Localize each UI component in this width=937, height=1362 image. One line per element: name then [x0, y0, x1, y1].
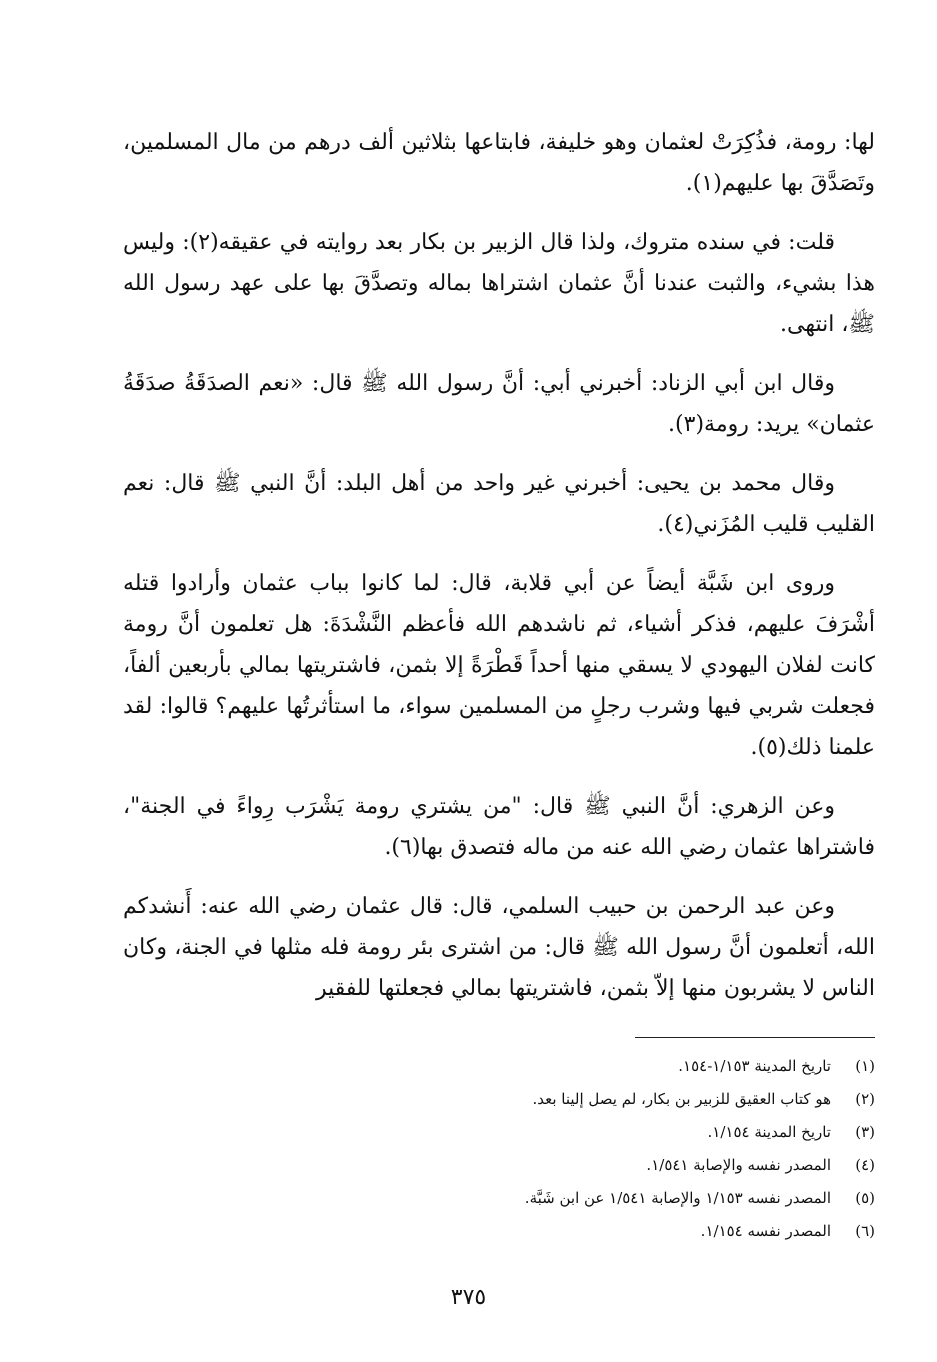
footnote-number: (٣) — [855, 1123, 875, 1141]
footnote-divider — [635, 1037, 875, 1038]
footnote-text: تاريخ المدينة ١/١٥٤. — [707, 1123, 831, 1141]
footnote-6 — [123, 1215, 875, 1248]
paragraph-7: وعن عبد الرحمن بن حبيب السلمي، قال: قال عثمان رضي الله عنه: أَنشدكم الله، أتعلمون أنَّ رسول الله ﷺ قال: من اشترى بئر رومة فله مثلها في الجنة، وكان الناس لا يشربون منها إلاّ بثمن، فاشتريتها بمالي فجعلتها للفقير — [123, 894, 875, 1001]
footnote-text: تاريخ المدينة ١/١٥٣-١٥٤. — [678, 1057, 831, 1075]
paragraph-1: لها: رومة، فذُكِرَتْ لعثمان وهو خليفة، فابتاعها بثلاثين ألف درهم من مال المسلمين، وتَصَدَّقَ بها عليهم(١). — [123, 130, 875, 196]
footnote-number: (٥) — [855, 1189, 875, 1207]
footnote-number: (٤) — [855, 1156, 875, 1174]
footnote-4 — [123, 1149, 875, 1182]
footnote-number: (٦) — [855, 1222, 875, 1240]
page-number: ٣٧٥ — [450, 1285, 487, 1310]
footnotes-list — [123, 1050, 875, 1248]
footnote-number: (٢) — [855, 1090, 875, 1108]
paragraph-5: وروى ابن شَبَّة أيضاً عن أبي قلابة، قال: لما كانوا بباب عثمان وأرادوا قتله أشْرَفَ عليهم، فذكر أشياء، ثم ناشدهم الله فأعظم النَّشْدَةَ: هل تعلمون أنَّ رومة كانت لفلان اليهودي لا يسقي منها أحداً قَطْرَةً إلا بثمن، فاشتريتها بمالي بأربعين ألفاً، فجعلت شربي فيها وشرب رجلٍ من المسلمين سواء، ما استأثرتُها عليهم؟ قالوا: لقد علمنا ذلك(٥). — [123, 571, 875, 760]
main-text-body — [123, 122, 875, 1027]
paragraph-2: قلت: في سنده متروك، ولذا قال الزبير بن بكار بعد روايته في عقيقه(٢): وليس هذا بشيء، والثبت عندنا أنَّ عثمان اشتراها بماله وتصدَّقَ بها على عهد رسول الله ﷺ، انتهى. — [123, 230, 875, 337]
paragraph-4: وقال محمد بن يحيى: أخبرني غير واحد من أهل البلد: أنَّ النبي ﷺ قال: نعم القليب قليب المُزَني(٤). — [123, 471, 875, 537]
footnote-text: المصدر نفسه ١/١٥٣ والإصابة ١/٥٤١ عن ابن شَبَّة. — [524, 1189, 831, 1207]
footnote-3 — [123, 1116, 875, 1149]
footnote-1 — [123, 1050, 875, 1083]
footnote-text: هو كتاب العقيق للزبير بن بكار، لم يصل إلينا بعد. — [532, 1090, 831, 1108]
footnote-2 — [123, 1083, 875, 1116]
footnote-number: (١) — [855, 1057, 875, 1075]
paragraph-6: وعن الزهري: أنَّ النبي ﷺ قال: "من يشتري رومة يَشْرَب رِواءً في الجنة"، فاشتراها عثمان رضي الله عنه من ماله فتصدق بها(٦). — [123, 794, 875, 860]
footnote-text: المصدر نفسه ١/١٥٤. — [700, 1222, 831, 1240]
footnote-text: المصدر نفسه والإصابة ١/٥٤١. — [646, 1156, 831, 1174]
footnote-5 — [123, 1182, 875, 1215]
paragraph-3: وقال ابن أبي الزناد: أخبرني أبي: أنَّ رسول الله ﷺ قال: «نعم الصدَقَةُ صدَقَةُ عثمان» يريد: رومة(٣). — [123, 371, 875, 437]
